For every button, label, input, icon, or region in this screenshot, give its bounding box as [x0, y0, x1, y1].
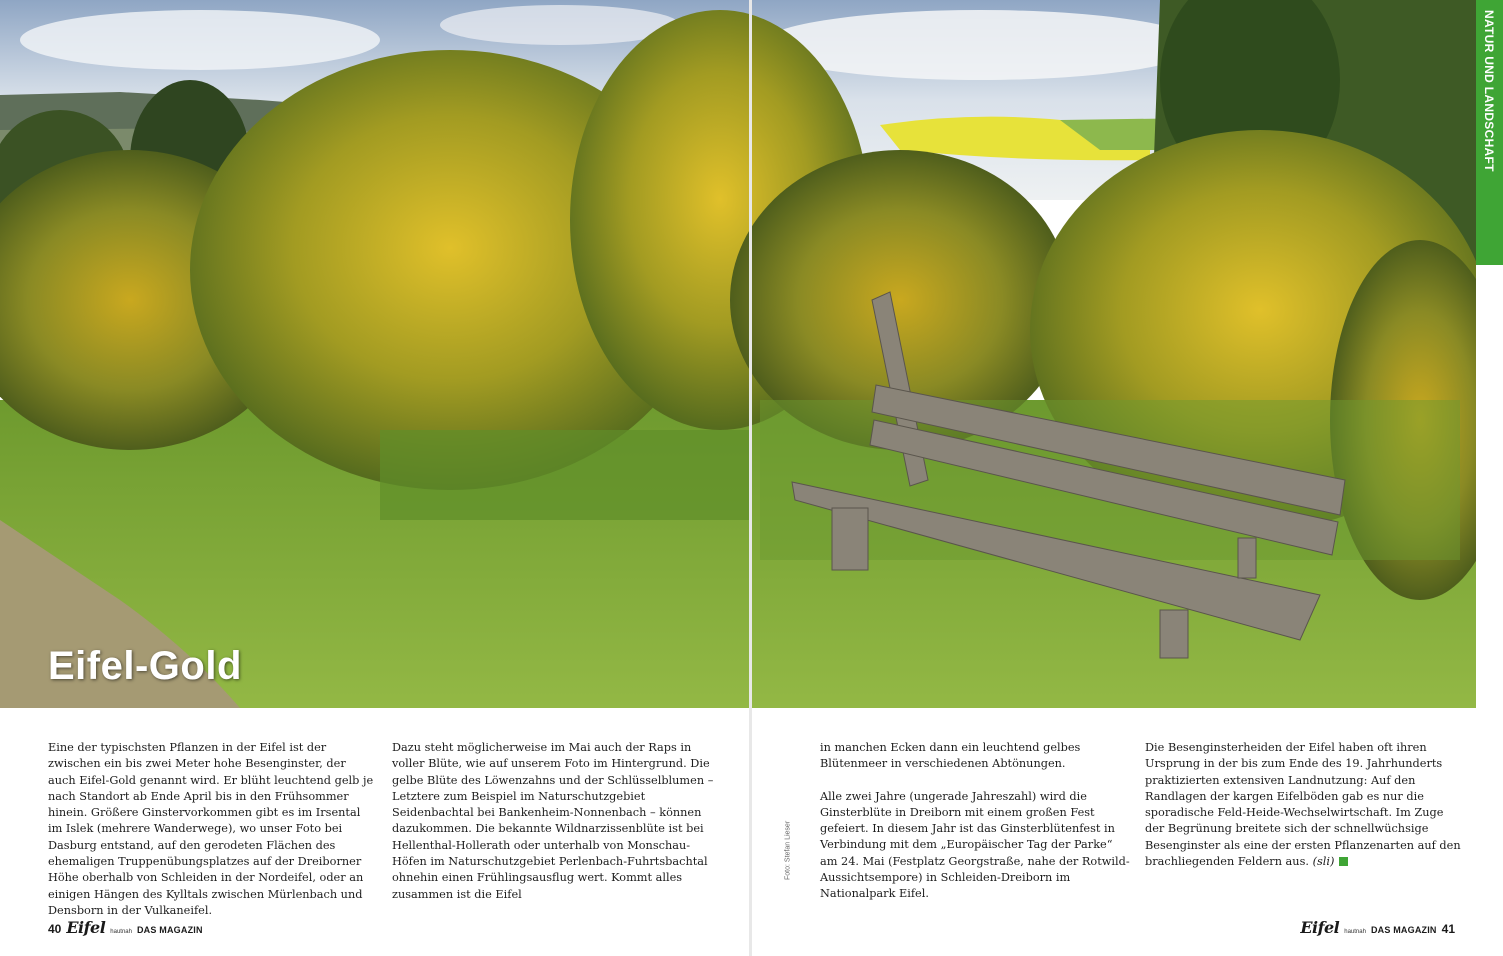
text-column-4 [1145, 740, 1465, 886]
article-headline: Eifel-Gold [48, 644, 242, 688]
article-end-mark [1339, 857, 1348, 866]
section-tab-label: NATUR UND LANDSCHAFT [1482, 10, 1496, 172]
paragraph: Alle zwei Jahre (ungerade Jahreszahl) wird die Ginsterblüte in Dreiborn mit einem großen Fest gefeiert. In diesem Jahr ist das Ginsterblütenfest in Verbindung mit dem „Europäischer Tag der Parke“ am 24. Mai (Festplatz Georgstraße, nahe der Rotwild-Aussichtsempore) in Schleiden-Dreiborn im Nationalpark Eifel. [820, 789, 1130, 901]
text-column-3 [820, 740, 1130, 919]
magazine-logo: Eifel [1300, 918, 1340, 937]
page-number: 41 [1441, 922, 1455, 936]
folio-left [48, 918, 203, 937]
folio-right [1300, 918, 1455, 937]
paragraph-text: Die Besenginsterheiden der Eifel haben oft ihren Ursprung in der bis zum Ende des 19. Jahrhunderts praktizierten extensiven Landnutzung: Auf den Randlagen der kargen Eifelböden gab es nur die sporadische Feld-Heide-Wechselwirtschaft. Im Zuge der Begrünung breitete sich der schnellwüchsige Besenginster als eine der ersten Pflanzenarten auf den brachliegenden Feldern aus. [1145, 741, 1461, 869]
paragraph [1145, 740, 1465, 870]
paragraph: Dazu steht möglicherweise im Mai auch der Raps in voller Blüte, wie auf unserem Foto im Hintergrund. Die gelbe Blüte des Löwenzahns und der Schlüsselblumen – Letztere zum Beispiel im Naturschutzgebiet Seidenbachtal bei Bankenheim-Nonnenbach – können dazukommen. Die bekannte Wildnarzissenblüte ist bei Hellenthal-Hollerath oder unterhalb von Monschau-Höfen im Naturschutzgebiet Perlenbach-Fuhrtsbachtal ohnehin einen Frühlingsausflug wert. Kommt alles zusammen ist die Eifel [392, 741, 714, 901]
magazine-name: DAS MAGAZIN [136, 925, 203, 935]
text-column-1 [48, 740, 374, 935]
paragraph: Eine der typischsten Pflanzen in der Eifel ist der zwischen ein bis zwei Meter hohe Besenginster, der auch Eifel-Gold genannt wird. Er blüht leuchtend gelb je nach Standort ab Ende April bis in den Frühsommer hinein. Größere Ginstervorkommen gibt es im Irsental im Islek (mehrere Wanderwege), wo unser Foto bei Dasburg entstand, auf den gerodeten Flächen des ehemaligen Truppenübungsplatzes auf der Dreiborner Höhe oberhalb von Schleiden in der Nordeifel, oder an einigen Hängen des Kylltals zwischen Mürlenbach und Densborn in der Vulkaneifel. [48, 741, 374, 917]
photo-credit: Foto: Stefan Lieser [784, 820, 792, 880]
paragraph: in manchen Ecken dann ein leuchtend gelbes Blütenmeer in verschiedenen Abtönungen. [820, 741, 1081, 771]
text-column-2 [392, 740, 718, 919]
page-number: 40 [48, 922, 62, 936]
logo-subtitle: hautnah [110, 929, 132, 935]
author-signature: (sli) [1312, 855, 1335, 869]
logo-subtitle: hautnah [1344, 929, 1366, 935]
magazine-logo: Eifel [66, 918, 106, 937]
spread-gutter [749, 0, 752, 956]
magazine-name: DAS MAGAZIN [1370, 925, 1437, 935]
